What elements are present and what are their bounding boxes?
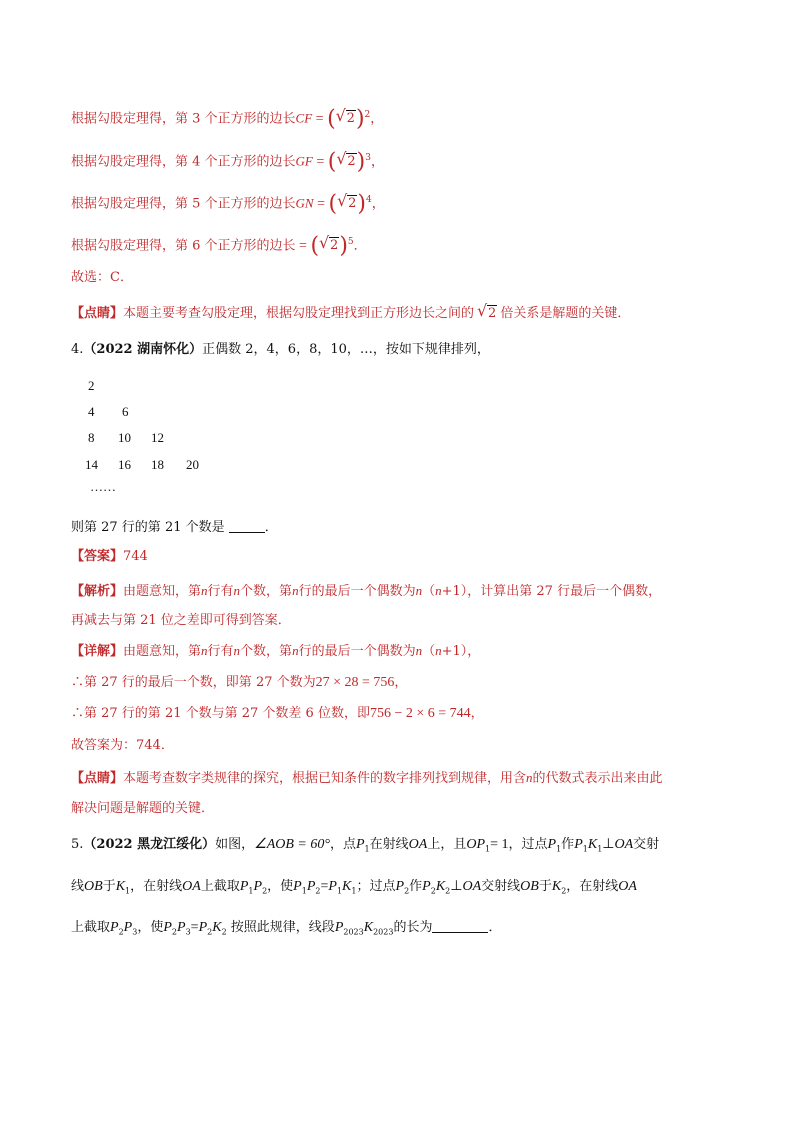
triangle-cell: 20 [186,457,199,472]
analysis-line-2: 再减去与第 21 位之差即可得到答案． [71,613,291,628]
sqrt-symbol: √ 2 [477,305,497,323]
question-4-prompt: 则第 27 行的第 21 个数是 ． [71,520,278,535]
question-5-line-1: 5.（2022 黑龙江绥化）如图，∠AOB = 60°，点$P_1$在射线OA上，且$OP_1= 1$，过点$P_1$作$P_1K_1\perp OA$交射 [71,837,660,854]
triangle-cell: 14 [85,457,98,472]
triangle-cell: 6 [122,404,129,419]
answer-blank [432,932,488,933]
triangle-cell: 18 [151,457,164,472]
detail-line-1: 【详解】由题意知，第n行有n个数，第n行的最后一个偶数为n（n+1）， [71,643,481,659]
triangle-ellipsis: …… [90,479,116,494]
question-4-stem: 4.（2022 湖南怀化）正偶数 2，4，6，8，10，…，按如下规律排列， [71,342,490,357]
analysis-line-1: 【解析】由题意知，第n行有n个数，第n行的最后一个偶数为n（n+1），计算出第 27 行最后一个偶数， [71,583,662,599]
dianjing-line-2: 【点睛】本题考查数字类规律的探究，根据已知条件的数字排列找到规律，用含n的代数式表示出来由此 [71,770,663,786]
text-line-gf: 根据勾股定理得，第 4 个正方形的边长GF = (√ 2)$^3$， [71,149,384,171]
triangle-cell: 12 [151,430,164,445]
dianjing-line-3: 解决问题是解题的关键． [71,801,215,816]
choice-line: 故选：C． [71,270,133,285]
question-5-line-2: 线OB于$K_1$，在射线OA上截取$P_1P_2$，使$P_1P_2=P_1K_1$；过点$P_2$作$P_2K_2\perp OA$交射线OB于$K_2$，在射线OA [71,879,637,896]
detail-step-1: ∴第 27 行的最后一个数，即第 27 个数为27 × 28 = 756， [71,675,408,690]
sqrt-symbol: √ 2 [336,110,356,128]
text-line-gn: 根据勾股定理得，第 5 个正方形的边长GN = (√ 2)$^4$， [71,191,385,213]
triangle-cell: 2 [88,378,95,393]
triangle-cell: 16 [118,457,131,472]
dianjing-line: 【点睛】本题主要考查勾股定理，根据勾股定理找到正方形边长之间的√ 2 倍关系是解题的关键． [71,305,630,323]
detail-step-2: ∴第 27 行的第 21 个数与第 27 个数差 6 位数，即756 − 2 × 6 = 744， [71,706,484,721]
sqrt-symbol: √ 2 [336,153,356,171]
final-answer-line: 故答案为：744． [71,738,174,753]
sqrt-symbol: √ 2 [319,237,339,255]
sqrt-symbol: √ 2 [337,195,357,213]
answer-line: 【答案】744 [71,549,148,564]
triangle-cell: 10 [118,430,131,445]
question-5-line-3: 上截取$P_2P_3$，使$P_2P_3=P_2K_2$ 按照此规律，线段$P_{2023}K_{2023}$的长为 ． [71,920,502,937]
text-line-sixth: 根据勾股定理得，第 6 个正方形的边长 = (√ 2)$^5$． [71,233,367,255]
triangle-cell: 8 [88,430,95,445]
text-line-cf: 根据勾股定理得，第 3 个正方形的边长CF = (√ 2)$^2$， [71,106,383,128]
answer-blank [229,532,265,533]
triangle-cell: 4 [88,404,95,419]
